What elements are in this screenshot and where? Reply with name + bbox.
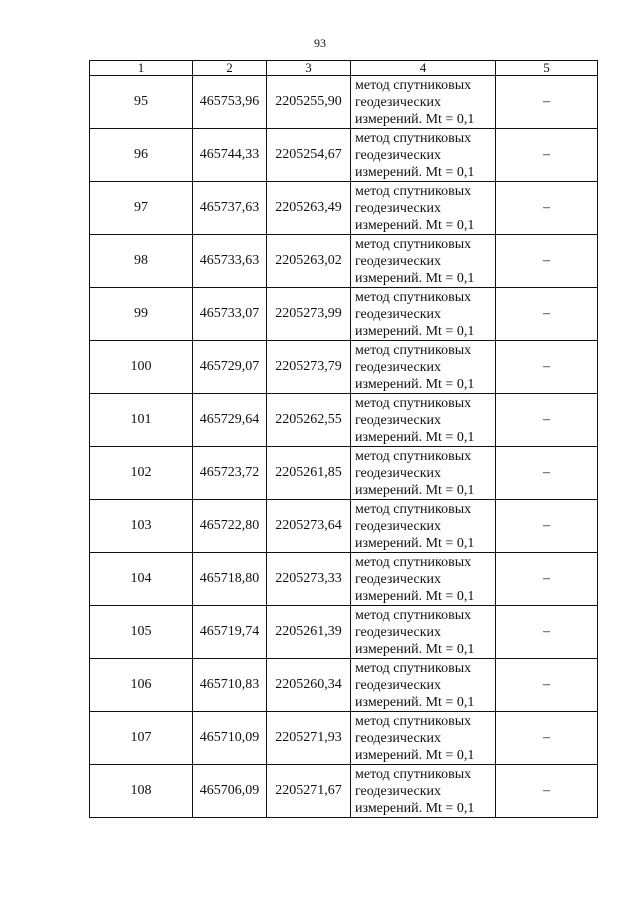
- method-line: измерений. Mt = 0,1: [355, 694, 475, 710]
- method-line: геодезических: [355, 518, 442, 534]
- table-row: [90, 288, 598, 341]
- method-line: измерений. Mt = 0,1: [355, 535, 475, 551]
- page-number: 93: [314, 36, 326, 50]
- method-line: метод спутниковых: [355, 395, 472, 411]
- method-cell: [351, 129, 496, 182]
- method-line: метод спутниковых: [355, 342, 472, 358]
- method-cell: [351, 553, 496, 606]
- method-line: геодезических: [355, 465, 442, 481]
- method-line: геодезических: [355, 200, 442, 216]
- method-line: геодезических: [355, 94, 442, 110]
- method-line: измерений. Mt = 0,1: [355, 800, 475, 816]
- method-line: измерений. Mt = 0,1: [355, 747, 475, 763]
- method-line: метод спутниковых: [355, 236, 472, 252]
- coordinate-y-cell: 2205273,33: [267, 553, 351, 606]
- method-line: измерений. Mt = 0,1: [355, 111, 475, 127]
- method-line: геодезических: [355, 571, 442, 587]
- note-cell: –: [496, 129, 598, 182]
- method-line: измерений. Mt = 0,1: [355, 588, 475, 604]
- method-cell: [351, 447, 496, 500]
- table-row: [90, 500, 598, 553]
- coordinate-y-cell: 2205273,64: [267, 500, 351, 553]
- coordinate-y-cell: 2205273,99: [267, 288, 351, 341]
- note-cell: –: [496, 76, 598, 129]
- header-row: [90, 61, 598, 76]
- point-number-cell: 100: [90, 341, 193, 394]
- method-cell: [351, 76, 496, 129]
- header-cell-5: 5: [496, 61, 598, 76]
- coordinate-x-cell: 465753,96: [193, 76, 267, 129]
- point-number-cell: 99: [90, 288, 193, 341]
- point-number-cell: 103: [90, 500, 193, 553]
- coordinate-y-cell: 2205271,67: [267, 765, 351, 818]
- table-row: [90, 712, 598, 765]
- point-number-cell: 105: [90, 606, 193, 659]
- method-line: геодезических: [355, 677, 442, 693]
- note-cell: –: [496, 712, 598, 765]
- coordinate-x-cell: 465729,64: [193, 394, 267, 447]
- note-cell: –: [496, 182, 598, 235]
- point-number-cell: 102: [90, 447, 193, 500]
- table-row: [90, 394, 598, 447]
- note-cell: –: [496, 659, 598, 712]
- method-line: измерений. Mt = 0,1: [355, 217, 475, 233]
- method-cell: [351, 394, 496, 447]
- table-row: [90, 182, 598, 235]
- point-number-cell: 97: [90, 182, 193, 235]
- coordinate-x-cell: 465737,63: [193, 182, 267, 235]
- method-cell: [351, 235, 496, 288]
- header-cell-3: 3: [267, 61, 351, 76]
- coordinate-y-cell: 2205273,79: [267, 341, 351, 394]
- point-number-cell: 108: [90, 765, 193, 818]
- coordinate-y-cell: 2205262,55: [267, 394, 351, 447]
- note-cell: –: [496, 553, 598, 606]
- method-line: измерений. Mt = 0,1: [355, 376, 475, 392]
- coordinate-y-cell: 2205271,93: [267, 712, 351, 765]
- method-line: метод спутниковых: [355, 607, 472, 623]
- table-row: [90, 447, 598, 500]
- method-line: метод спутниковых: [355, 501, 472, 517]
- point-number-cell: 101: [90, 394, 193, 447]
- point-number-cell: 106: [90, 659, 193, 712]
- table-row: [90, 553, 598, 606]
- method-line: геодезических: [355, 412, 442, 428]
- point-number-cell: 107: [90, 712, 193, 765]
- coordinate-x-cell: 465710,83: [193, 659, 267, 712]
- method-line: метод спутниковых: [355, 554, 472, 570]
- coordinate-x-cell: 465719,74: [193, 606, 267, 659]
- note-cell: –: [496, 447, 598, 500]
- method-line: геодезических: [355, 359, 442, 375]
- method-cell: [351, 712, 496, 765]
- method-line: измерений. Mt = 0,1: [355, 323, 475, 339]
- note-cell: –: [496, 500, 598, 553]
- point-number-cell: 95: [90, 76, 193, 129]
- header-cell-2: 2: [193, 61, 267, 76]
- method-line: геодезических: [355, 783, 442, 799]
- method-line: метод спутниковых: [355, 660, 472, 676]
- method-line: геодезических: [355, 306, 442, 322]
- table-row: [90, 341, 598, 394]
- coordinate-y-cell: 2205261,85: [267, 447, 351, 500]
- coordinates-table: [89, 60, 598, 818]
- method-cell: [351, 606, 496, 659]
- method-line: измерений. Mt = 0,1: [355, 482, 475, 498]
- method-line: геодезических: [355, 147, 442, 163]
- method-line: метод спутниковых: [355, 713, 472, 729]
- note-cell: –: [496, 606, 598, 659]
- method-line: геодезических: [355, 730, 442, 746]
- method-line: измерений. Mt = 0,1: [355, 270, 475, 286]
- note-cell: –: [496, 235, 598, 288]
- method-cell: [351, 341, 496, 394]
- header-cell-4: 4: [351, 61, 496, 76]
- method-line: метод спутниковых: [355, 448, 472, 464]
- coordinate-x-cell: 465733,07: [193, 288, 267, 341]
- method-line: метод спутниковых: [355, 77, 472, 93]
- note-cell: –: [496, 341, 598, 394]
- note-cell: –: [496, 765, 598, 818]
- note-cell: –: [496, 394, 598, 447]
- coordinate-x-cell: 465744,33: [193, 129, 267, 182]
- method-line: метод спутниковых: [355, 183, 472, 199]
- method-line: геодезических: [355, 624, 442, 640]
- method-cell: [351, 288, 496, 341]
- method-cell: [351, 765, 496, 818]
- method-line: измерений. Mt = 0,1: [355, 641, 475, 657]
- table-row: [90, 129, 598, 182]
- coordinate-y-cell: 2205263,49: [267, 182, 351, 235]
- coordinate-y-cell: 2205255,90: [267, 76, 351, 129]
- method-line: метод спутниковых: [355, 766, 472, 782]
- coordinate-y-cell: 2205263,02: [267, 235, 351, 288]
- table-row: [90, 606, 598, 659]
- table-row: [90, 235, 598, 288]
- method-line: геодезических: [355, 253, 442, 269]
- method-cell: [351, 659, 496, 712]
- coordinate-x-cell: 465706,09: [193, 765, 267, 818]
- method-line: метод спутниковых: [355, 130, 472, 146]
- table-row: [90, 765, 598, 818]
- coordinate-y-cell: 2205254,67: [267, 129, 351, 182]
- header-cell-1: 1: [90, 61, 193, 76]
- coordinate-x-cell: 465718,80: [193, 553, 267, 606]
- coordinate-x-cell: 465723,72: [193, 447, 267, 500]
- coordinate-x-cell: 465710,09: [193, 712, 267, 765]
- method-line: измерений. Mt = 0,1: [355, 164, 475, 180]
- point-number-cell: 96: [90, 129, 193, 182]
- table-body: [90, 61, 598, 818]
- method-cell: [351, 182, 496, 235]
- point-number-cell: 104: [90, 553, 193, 606]
- method-cell: [351, 500, 496, 553]
- table-row: [90, 76, 598, 129]
- table-row: [90, 659, 598, 712]
- method-line: измерений. Mt = 0,1: [355, 429, 475, 445]
- method-line: метод спутниковых: [355, 289, 472, 305]
- point-number-cell: 98: [90, 235, 193, 288]
- note-cell: –: [496, 288, 598, 341]
- coordinate-y-cell: 2205261,39: [267, 606, 351, 659]
- coordinate-y-cell: 2205260,34: [267, 659, 351, 712]
- coordinate-x-cell: 465722,80: [193, 500, 267, 553]
- coordinate-x-cell: 465729,07: [193, 341, 267, 394]
- coordinate-x-cell: 465733,63: [193, 235, 267, 288]
